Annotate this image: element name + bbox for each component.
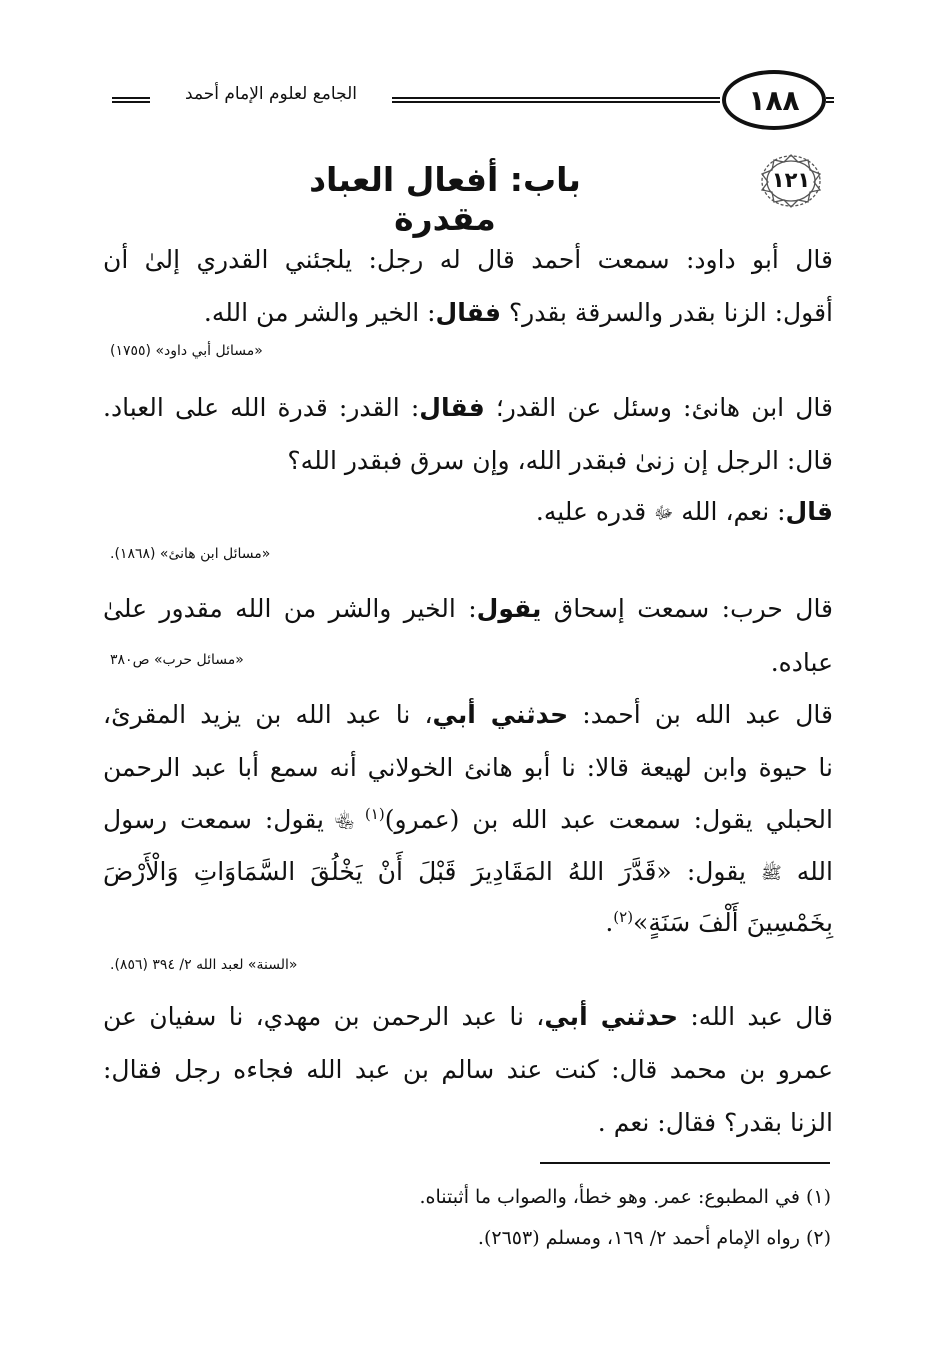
- honorific-glyph: ﵄: [323, 811, 365, 832]
- text-line: قال حرب: سمعت إسحاق يقول: الخير والشر من الله مقدور علىٰ: [103, 594, 834, 623]
- source-citation: «السنة» لعبد الله ٢/ ٣٩٤ (٨٥٦).: [110, 957, 298, 973]
- text-line: الحبلي يقول: سمعت عبد الله بن (عمرو)$^{(١)}$ ﵄ يقول: سمعت رسول: [103, 805, 833, 834]
- honorific-glyph: ﷺ: [761, 863, 782, 884]
- text-line: عمرو بن محمد قال: كنت عند سالم بن عبد الله فجاءه رجل فقال:: [103, 1055, 833, 1084]
- header-rule-middle: [368, 97, 720, 103]
- page-number: ١٨٨: [722, 70, 826, 130]
- text-line: قال: نعم، الله ﷻ قدره عليه.: [535, 497, 833, 526]
- footnote-ref: (١): [364, 805, 385, 823]
- text-line: قال عبد الله: حدثني أبي، نا عبد الرحمن بن مهدي، نا سفيان عن: [103, 1002, 834, 1031]
- text-line: قال: الرجل إن زنىٰ فبقدر الله، وإن سرق فبقدر الله؟: [287, 446, 833, 475]
- honorific-glyph: ﷻ: [654, 503, 674, 524]
- text-line: بِخَمْسِينَ أَلْفَ سَنَةٍ»$^{(٢)}$.: [605, 908, 833, 937]
- footnote: (٢) رواه الإمام أحمد ٢/ ١٦٩، ومسلم (٢٦٥٣).: [477, 1227, 831, 1249]
- footnote: (١) في المطبوع: عمر. وهو خطأ، والصواب ما أثبتناه.: [419, 1186, 831, 1208]
- chapter-title: باب: أفعال العباد مقدرة: [309, 160, 581, 238]
- text-line: عباده.: [770, 648, 833, 677]
- chapter-number: ١٢١: [771, 168, 811, 192]
- text-line: أقول: الزنا بقدر والسرقة بقدر؟ فقال: الخير والشر من الله.: [203, 298, 833, 327]
- footnote-separator: [540, 1162, 830, 1164]
- text-line: الله ﷺ يقول: «قَدَّرَ اللهُ المَقَادِيرَ قَبْلَ أَنْ يَخْلُقَ السَّمَاوَاتِ وَالْأَرْضَ: [103, 857, 833, 886]
- footnote-ref: (٢): [613, 908, 634, 926]
- text-line: نا حيوة وابن لهيعة قالا: نا أبو هانئ الخولاني أنه سمع أبا عبد الرحمن: [103, 753, 833, 782]
- source-citation: «مسائل حرب» ص٣٨٠: [110, 652, 244, 668]
- source-citation: «مسائل ابن هانئ» (١٨٦٨).: [110, 546, 271, 562]
- text-line: الزنا بقدر؟ فقال: نعم .: [597, 1108, 833, 1137]
- running-header-title: الجامع لعلوم الإمام أحمد: [150, 84, 392, 104]
- text-line: قال عبد الله بن أحمد: حدثني أبي، نا عبد الله بن يزيد المقرئ،: [103, 700, 833, 729]
- source-citation: «مسائل أبي داود» (١٧٥٥): [110, 343, 263, 359]
- text-line: قال أبو داود: سمعت أحمد قال له رجل: يلجئني القدري إلىٰ أن: [103, 245, 833, 274]
- header-rule-right: [826, 97, 834, 103]
- text-line: قال ابن هانئ: وسئل عن القدر؛ فقال: القدر: قدرة الله على العباد.: [103, 393, 833, 422]
